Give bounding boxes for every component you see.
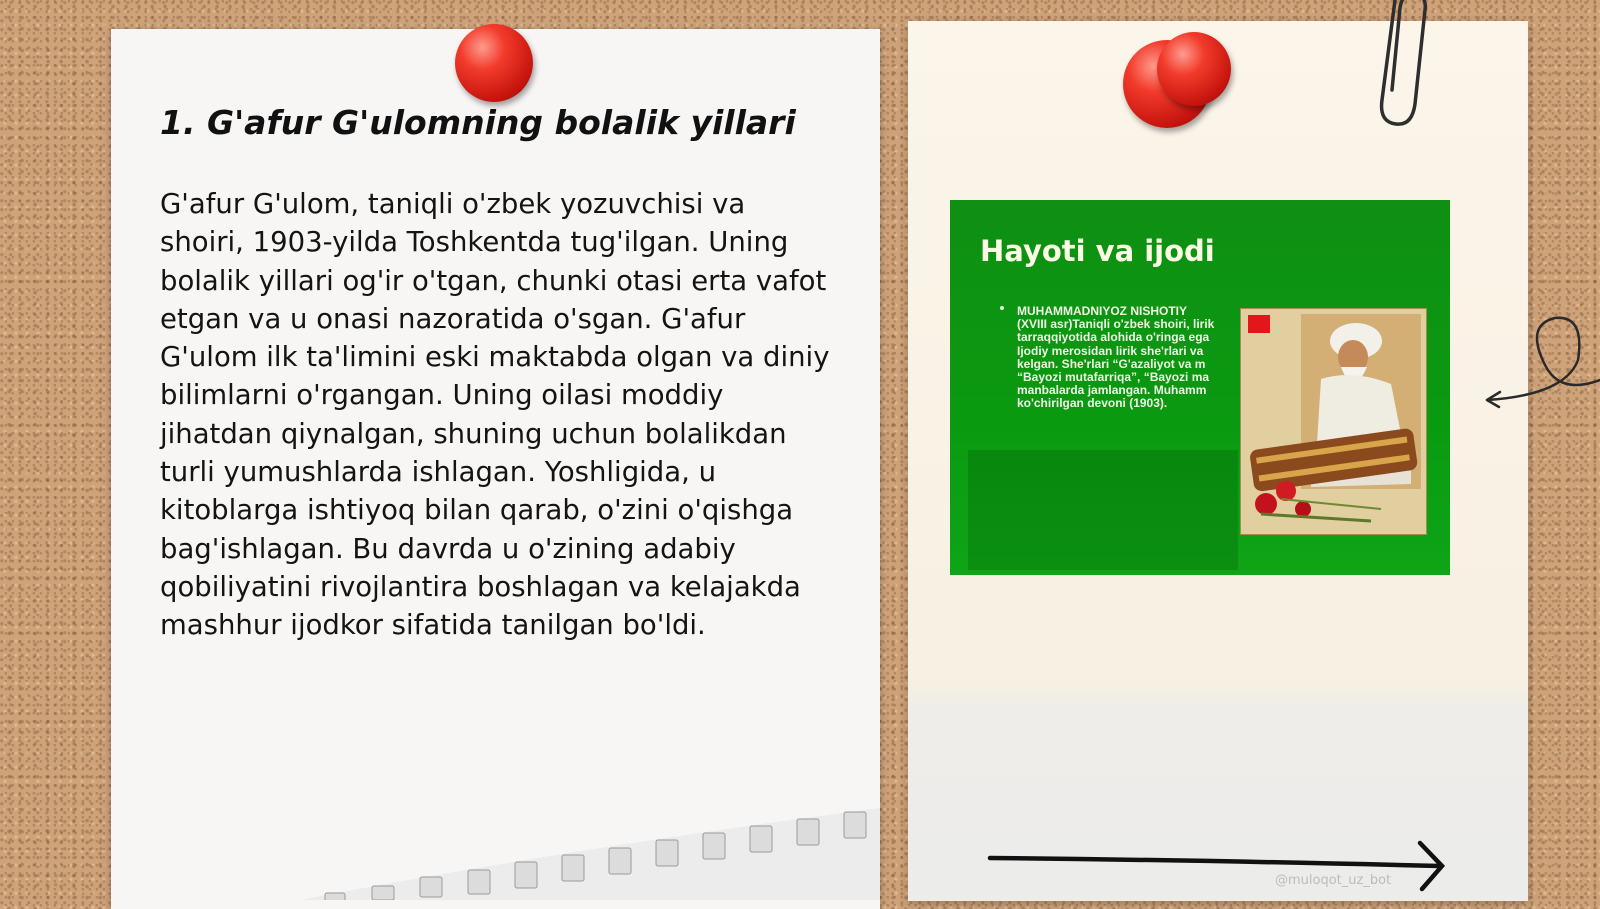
watermark: @muloqot_uz_bot xyxy=(1275,873,1392,888)
curl-arrow-icon xyxy=(1487,318,1600,407)
slide-text-line: Ijodiy merosidan lirik she'rlari va xyxy=(1017,343,1204,358)
slide-text-line: MUHAMMADNIYOZ NISHOTIY xyxy=(1017,305,1187,318)
slide-text-line: ko'chirilgan devoni (1903). xyxy=(1017,396,1168,411)
paperclip-icon xyxy=(1382,0,1426,124)
slide-title: Hayoti va ijodi xyxy=(980,234,1215,268)
slide-text-line: (XVIII asr)Taniqli o'zbek shoiri, lirik xyxy=(1017,317,1215,332)
slide-text-line: kelgan. She'rlari “G'azaliyot va m xyxy=(1017,356,1206,371)
card-body-text: G'afur G'ulom, taniqli o'zbek yozuvchisi va shoiri, 1903-yilda Toshkentda tug'ilgan. Uning bolalik yillari og'ir o'tgan, chunki otasi erta vafot etgan va u onasi nazoratida o'sgan. G'afur G'ulom ilk ta'limini eski maktabda olgan va diniy bilimlarni o'rgangan. Uning oilasi moddiy jihatdan qiynalgan, shuning uchun bolalikdan turli yumushlarda ishlagan. Yoshligida, u kitoblarga ishtiyoq bilan qarab, o'zini o'qishga bag'ishlagan. Bu davrda u o'zining adabiy qobiliyatini rivojlantira boshlagan va kelajakda mashhur ijodkor sifatida tanilgan bo'ldi. xyxy=(160,188,830,642)
slide-text-line: “Bayozi mutafarriqa”, “Bayozi ma xyxy=(1017,370,1210,385)
card-title: 1. G'afur G'ulomning bolalik yillari xyxy=(160,103,796,142)
slide-text-line: tarraqqiyotida alohida o'ringa ega xyxy=(1017,330,1210,345)
torn-paper-strip xyxy=(300,808,880,900)
slide-text-line: manbalarda jamlangan. Muhamm xyxy=(1017,383,1207,398)
